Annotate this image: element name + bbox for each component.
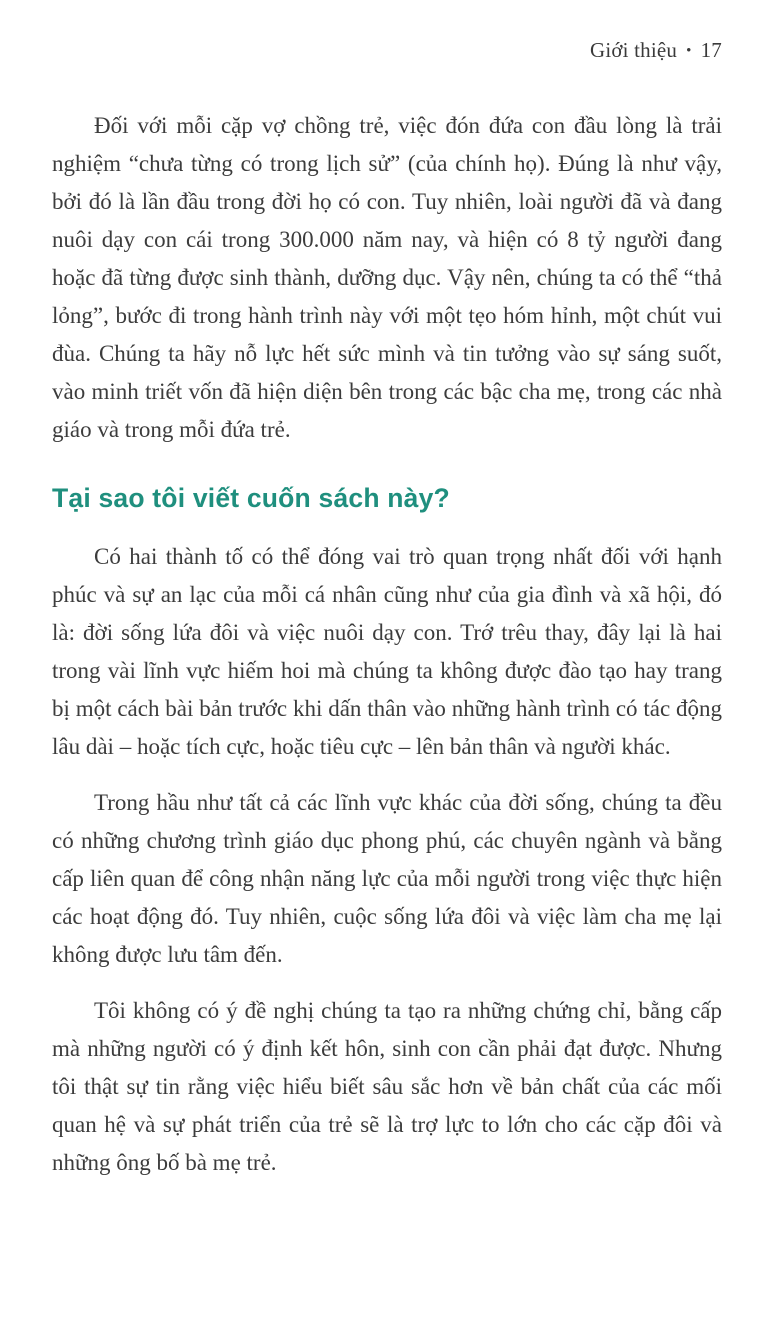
header-separator-dot: • bbox=[686, 43, 692, 59]
intro-paragraph: Đối với mỗi cặp vợ chồng trẻ, việc đón đứa con đầu lòng là trải nghiệm “chưa từng có trong lịch sử” (của chính họ). Đúng là như vậy, bởi đó là lần đầu trong đời họ có con. Tuy nhiên, loài người đã và đang nuôi dạy con cái trong 300.000 năm nay, và hiện có 8 tỷ người đang hoặc đã từng được sinh thành, dưỡng dục. Vậy nên, chúng ta có thể “thả lỏng”, bước đi trong hành trình này với một tẹo hóm hỉnh, một chút vui đùa. Chúng ta hãy nỗ lực hết sức mình và tin tưởng vào sự sáng suốt, vào minh triết vốn đã hiện diện bên trong các bậc cha mẹ, trong các nhà giáo và trong mỗi đứa trẻ. bbox=[52, 113, 722, 442]
paragraph: Tôi không có ý đề nghị chúng ta tạo ra những chứng chỉ, bằng cấp mà những người có ý định kết hôn, sinh con cần phải đạt được. Nhưng tôi thật sự tin rằng việc hiểu biết sâu sắc hơn về bản chất của các mối quan hệ và sự phát triển của trẻ sẽ là trợ lực to lớn cho các cặp đôi và những ông bố bà mẹ trẻ. bbox=[52, 998, 722, 1175]
section-heading: Tại sao tôi viết cuốn sách này? bbox=[52, 483, 450, 513]
page-body bbox=[52, 107, 722, 1182]
page-number: 17 bbox=[700, 38, 722, 62]
paragraph: Trong hầu như tất cả các lĩnh vực khác của đời sống, chúng ta đều có những chương trình giáo dục phong phú, các chuyên ngành và bằng cấp liên quan để công nhận năng lực của mỗi người trong việc thực hiện các hoạt động đó. Tuy nhiên, cuộc sống lứa đôi và việc làm cha mẹ lại không được lưu tâm đến. bbox=[52, 790, 722, 967]
running-title: Giới thiệu bbox=[589, 38, 678, 62]
page-header bbox=[52, 38, 722, 63]
paragraph: Có hai thành tố có thể đóng vai trò quan trọng nhất đối với hạnh phúc và sự an lạc của mỗi cá nhân cũng như của gia đình và xã hội, đó là: đời sống lứa đôi và việc nuôi dạy con. Trớ trêu thay, đây lại là hai trong vài lĩnh vực hiếm hoi mà chúng ta không được đào tạo hay trang bị một cách bài bản trước khi dấn thân vào những hành trình có tác động lâu dài – hoặc tích cực, hoặc tiêu cực – lên bản thân và người khác. bbox=[52, 544, 722, 759]
